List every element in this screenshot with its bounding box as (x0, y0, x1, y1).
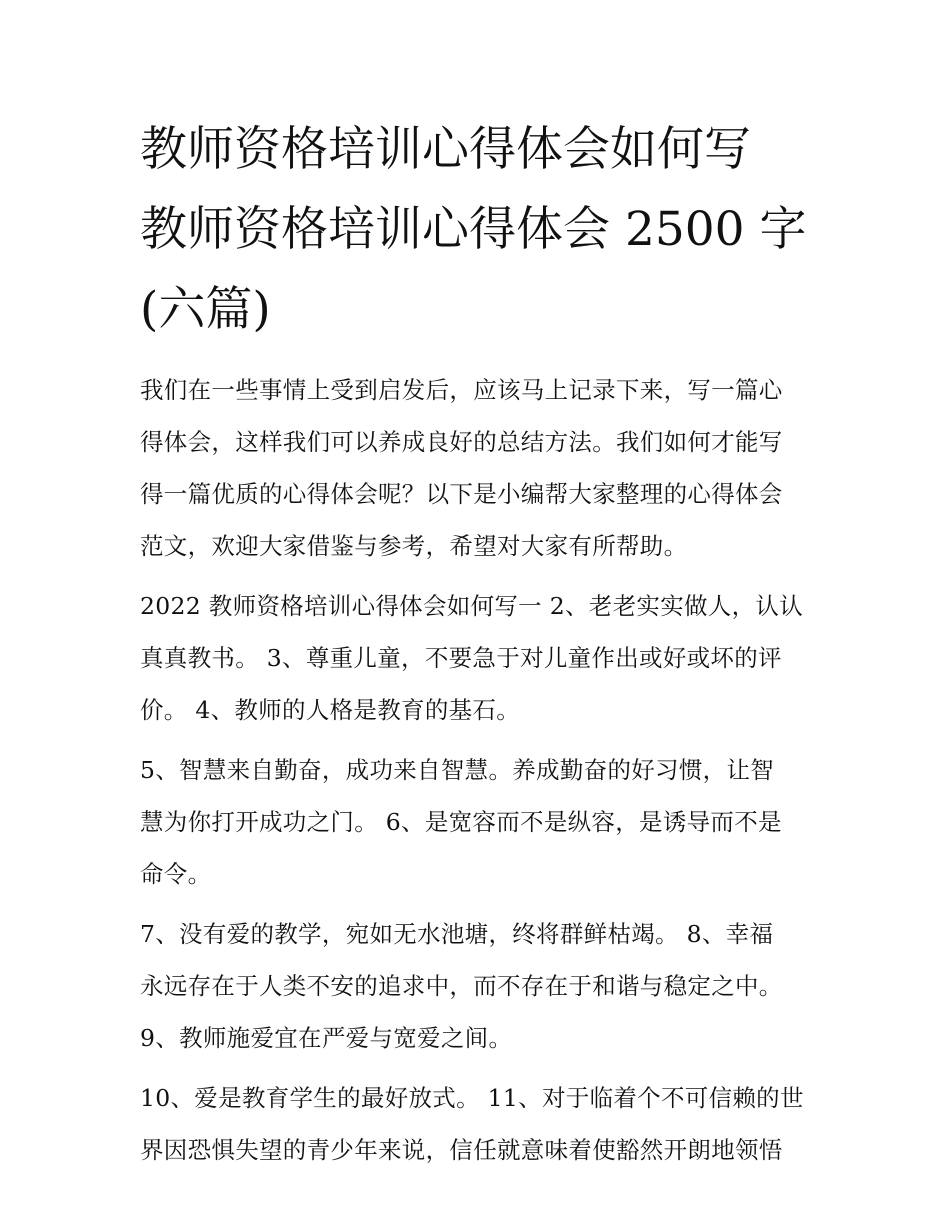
text-line: 5、智慧来自勤奋，成功来自智慧。养成勤奋的好习惯，让智 (140, 756, 775, 784)
title-line-3: (六篇) (140, 282, 271, 337)
body-paragraph (140, 1072, 820, 1176)
text-line: 界因恐惧失望的青少年来说，信任就意味着使豁然开朗地领悟 (140, 1136, 783, 1164)
text-line: 命令。 (140, 860, 212, 888)
text-line: 永远存在于人类不安的追求中，而不存在于和谐与稳定之中。 (140, 972, 783, 1000)
intro-paragraph (140, 364, 820, 572)
text-line: 得体会，这样我们可以养成良好的总结方法。我们如何才能写 (140, 428, 783, 456)
text-line: 慧为你打开成功之门。 6、是宽容而不是纵容，是诱导而不是 (140, 808, 782, 836)
text-line: 价。 4、教师的人格是教育的基石。 (140, 696, 521, 724)
body-paragraph (140, 580, 820, 736)
text-line: 9、教师施爱宜在严爱与宽爱之间。 (140, 1024, 513, 1052)
title-line-2: 教师资格培训心得体会 2500 字 (140, 202, 807, 257)
document-title (140, 110, 820, 350)
body-paragraph (140, 744, 820, 900)
text-line: 范文，欢迎大家借鉴与参考，希望对大家有所帮助。 (140, 532, 688, 560)
text-line: 7、没有爱的教学，宛如无水池塘，终将群鲜枯竭。 8、幸福 (140, 920, 774, 948)
text-line: 10、爱是教育学生的最好放式。 11、对于临着个不可信赖的世 (140, 1084, 804, 1112)
text-line: 真真教书。 3、尊重儿童，不要急于对儿童作出或好或坏的评 (140, 644, 782, 672)
text-line: 得一篇优质的心得体会呢？以下是小编帮大家整理的心得体会 (140, 480, 783, 508)
body-paragraph (140, 908, 820, 1064)
title-line-1: 教师资格培训心得体会如何写 (140, 122, 751, 177)
text-line: 2022 教师资格培训心得体会如何写一 2、老老实实做人，认认 (140, 592, 803, 620)
document-page (140, 110, 820, 1176)
text-line: 我们在一些事情上受到启发后，应该马上记录下来，写一篇心 (140, 376, 783, 404)
